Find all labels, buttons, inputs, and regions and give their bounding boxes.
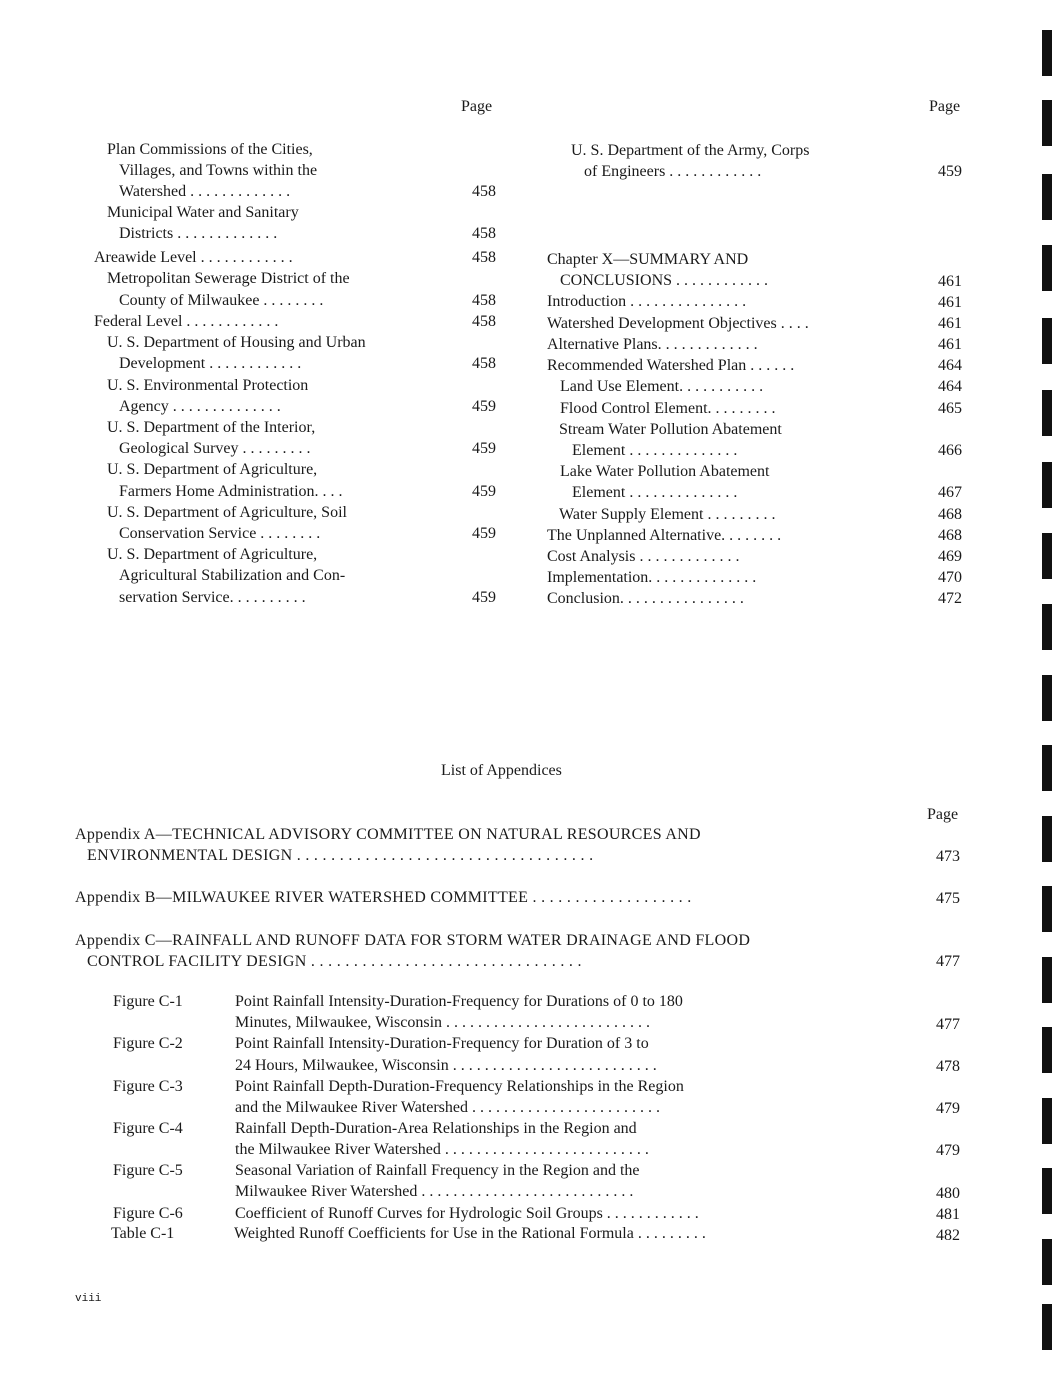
figure-page-number: 479: [936, 1142, 960, 1159]
binding-mark: [1042, 30, 1052, 76]
toc-page-number: 459: [472, 398, 496, 415]
figure-page-number: 479: [936, 1100, 960, 1117]
toc-page-number: 458: [472, 249, 496, 266]
toc-line: County of Milwaukee . . . . . . . .: [119, 292, 324, 309]
figure-label: Figure C-5: [113, 1162, 183, 1179]
binding-mark: [1042, 957, 1052, 1003]
toc-line: Agricultural Stabilization and Con-: [119, 567, 346, 584]
toc-line: Element . . . . . . . . . . . . . .: [572, 442, 738, 459]
binding-mark: [1042, 1304, 1052, 1350]
toc-line: Metropolitan Sewerage District of the: [107, 270, 350, 287]
toc-page-number: 464: [938, 357, 962, 374]
figure-label: Figure C-2: [113, 1035, 183, 1052]
toc-line: U. S. Department of Housing and Urban: [107, 334, 366, 351]
figure-title-line: the Milwaukee River Watershed . . . . . . . . . . . . . . . . . . . . . . . . . .: [235, 1141, 649, 1158]
toc-line: U. S. Environmental Protection: [107, 377, 309, 394]
binding-mark: [1042, 1168, 1052, 1214]
toc-line: Chapter X—SUMMARY AND: [547, 251, 749, 268]
toc-line: servation Service. . . . . . . . . .: [119, 589, 306, 606]
toc-line: Lake Water Pollution Abatement: [560, 463, 770, 480]
toc-line: U. S. Department of Agriculture,: [107, 461, 318, 478]
figure-title-line: Milwaukee River Watershed . . . . . . . . . . . . . . . . . . . . . . . . . . .: [235, 1183, 634, 1200]
toc-line: Conservation Service . . . . . . . .: [119, 525, 321, 542]
figure-page-number: 478: [936, 1058, 960, 1075]
figure-title-line: Point Rainfall Intensity-Duration-Frequency for Durations of 0 to 180: [235, 993, 683, 1010]
binding-mark: [1042, 462, 1052, 508]
toc-line: Conclusion. . . . . . . . . . . . . . . .: [547, 590, 744, 607]
toc-line: Farmers Home Administration. . . .: [119, 483, 343, 500]
figure-page-number: 480: [936, 1185, 960, 1202]
toc-line: Element . . . . . . . . . . . . . .: [572, 484, 738, 501]
appendix-line: Appendix A—TECHNICAL ADVISORY COMMITTEE ON NATURAL RESOURCES AND: [75, 826, 701, 843]
binding-mark: [1042, 1027, 1052, 1073]
toc-page-number: 459: [472, 525, 496, 542]
toc-page-number: 464: [938, 378, 962, 395]
toc-page-number: 458: [472, 225, 496, 242]
appendix-line: ENVIRONMENTAL DESIGN . . . . . . . . . . . . . . . . . . . . . . . . . . . . . . . . . . .: [87, 847, 594, 864]
toc-line: Villages, and Towns within the: [119, 162, 318, 179]
binding-mark: [1042, 816, 1052, 862]
binding-mark: [1042, 675, 1052, 721]
appendix-page-number: 475: [936, 890, 960, 907]
toc-page-number: 459: [472, 589, 496, 606]
binding-mark: [1042, 390, 1052, 436]
figure-title-line: Rainfall Depth-Duration-Area Relationships in the Region and: [235, 1120, 637, 1137]
toc-line: Plan Commissions of the Cities,: [107, 141, 313, 158]
toc-line: Water Supply Element . . . . . . . . .: [559, 506, 776, 523]
right-page-header: Page: [929, 98, 961, 115]
toc-line: Watershed Development Objectives . . . .: [547, 315, 809, 332]
toc-line: Flood Control Element. . . . . . . . .: [560, 400, 776, 417]
figure-label: Figure C-4: [113, 1120, 183, 1137]
toc-line: Geological Survey . . . . . . . . .: [119, 440, 311, 457]
figure-title-line: and the Milwaukee River Watershed . . . . . . . . . . . . . . . . . . . . . . . .: [235, 1099, 661, 1116]
appendix-line: Appendix C—RAINFALL AND RUNOFF DATA FOR STORM WATER DRAINAGE AND FLOOD: [75, 932, 751, 949]
binding-mark: [1042, 533, 1052, 579]
toc-page-number: 458: [472, 313, 496, 330]
toc-page-number: 472: [938, 590, 962, 607]
toc-page-number: 461: [938, 294, 962, 311]
toc-page-number: 461: [938, 273, 962, 290]
toc-line: U. S. Department of Agriculture, Soil: [107, 504, 347, 521]
binding-mark: [1042, 245, 1052, 291]
toc-line: Land Use Element. . . . . . . . . . .: [560, 378, 764, 395]
toc-line: Implementation. . . . . . . . . . . . . .: [547, 569, 757, 586]
toc-page-number: 459: [938, 163, 962, 180]
toc-page-number: 468: [938, 527, 962, 544]
figure-title-line: 24 Hours, Milwaukee, Wisconsin . . . . . . . . . . . . . . . . . . . . . . . . . .: [235, 1057, 657, 1074]
appendix-line: Appendix B—MILWAUKEE RIVER WATERSHED COMMITTEE . . . . . . . . . . . . . . . . . . .: [75, 889, 692, 906]
toc-page-number: 461: [938, 315, 962, 332]
toc-page-number: 467: [938, 484, 962, 501]
toc-page-number: 468: [938, 506, 962, 523]
binding-mark: [1042, 604, 1052, 650]
toc-line: Agency . . . . . . . . . . . . . .: [119, 398, 281, 415]
toc-line: U. S. Department of Agriculture,: [107, 546, 318, 563]
figure-page-number: 482: [936, 1227, 960, 1244]
figure-title-line: Coefficient of Runoff Curves for Hydrologic Soil Groups . . . . . . . . . . . .: [235, 1205, 699, 1222]
appendix-page-number: 477: [936, 953, 960, 970]
figure-label: Figure C-1: [113, 993, 183, 1010]
toc-line: Watershed . . . . . . . . . . . . .: [119, 183, 291, 200]
figure-title-line: Seasonal Variation of Rainfall Frequency in the Region and the: [235, 1162, 640, 1179]
toc-line: Municipal Water and Sanitary: [107, 204, 299, 221]
toc-line: The Unplanned Alternative. . . . . . . .: [547, 527, 782, 544]
toc-line: Recommended Watershed Plan . . . . . .: [547, 357, 795, 374]
toc-line: U. S. Department of the Army, Corps: [571, 142, 810, 159]
figure-label: Figure C-3: [113, 1078, 183, 1095]
binding-mark: [1042, 100, 1052, 146]
figure-title-line: Minutes, Milwaukee, Wisconsin . . . . . . . . . . . . . . . . . . . . . . . . . .: [235, 1014, 651, 1031]
binding-mark: [1042, 174, 1052, 220]
figure-page-number: 481: [936, 1206, 960, 1223]
toc-line: Federal Level . . . . . . . . . . . .: [94, 313, 279, 330]
appendix-page-number: 473: [936, 848, 960, 865]
toc-line: Alternative Plans. . . . . . . . . . . . .: [547, 336, 758, 353]
toc-line: Districts . . . . . . . . . . . . .: [119, 225, 278, 242]
toc-line: Introduction . . . . . . . . . . . . . . .: [547, 293, 747, 310]
binding-mark: [1042, 1239, 1052, 1285]
toc-page-number: 458: [472, 183, 496, 200]
toc-line: Stream Water Pollution Abatement: [559, 421, 782, 438]
binding-mark: [1042, 886, 1052, 932]
figure-title-line: Point Rainfall Intensity-Duration-Frequency for Duration of 3 to: [235, 1035, 649, 1052]
toc-line: of Engineers . . . . . . . . . . . .: [584, 163, 762, 180]
appendices-title: List of Appendices: [441, 762, 562, 779]
toc-page-number: 470: [938, 569, 962, 586]
toc-page-number: 459: [472, 483, 496, 500]
figure-title-line: Point Rainfall Depth-Duration-Frequency Relationships in the Region: [235, 1078, 684, 1095]
toc-page-number: 466: [938, 442, 962, 459]
binding-mark: [1042, 1098, 1052, 1144]
toc-page-number: 459: [472, 440, 496, 457]
figure-page-number: 477: [936, 1016, 960, 1033]
toc-line: Cost Analysis . . . . . . . . . . . . .: [547, 548, 740, 565]
page-number-footer: viii: [75, 1293, 102, 1305]
figure-title-line: Weighted Runoff Coefficients for Use in the Rational Formula . . . . . . . . .: [234, 1225, 706, 1242]
toc-line: U. S. Department of the Interior,: [107, 419, 316, 436]
toc-page-number: 465: [938, 400, 962, 417]
toc-page-number: 458: [472, 355, 496, 372]
figure-label: Table C-1: [111, 1225, 175, 1242]
toc-line: CONCLUSIONS . . . . . . . . . . . .: [560, 272, 769, 289]
binding-mark: [1042, 745, 1052, 791]
binding-mark: [1042, 318, 1052, 364]
figure-label: Figure C-6: [113, 1205, 183, 1222]
toc-page-number: 469: [938, 548, 962, 565]
toc-page-number: 458: [472, 292, 496, 309]
toc-page-number: 461: [938, 336, 962, 353]
toc-line: Areawide Level . . . . . . . . . . . .: [94, 249, 293, 266]
appendices-page-header: Page: [927, 806, 959, 823]
left-page-header: Page: [461, 98, 493, 115]
appendix-line: CONTROL FACILITY DESIGN . . . . . . . . . . . . . . . . . . . . . . . . . . . . . . . .: [87, 953, 582, 970]
toc-line: Development . . . . . . . . . . . .: [119, 355, 302, 372]
